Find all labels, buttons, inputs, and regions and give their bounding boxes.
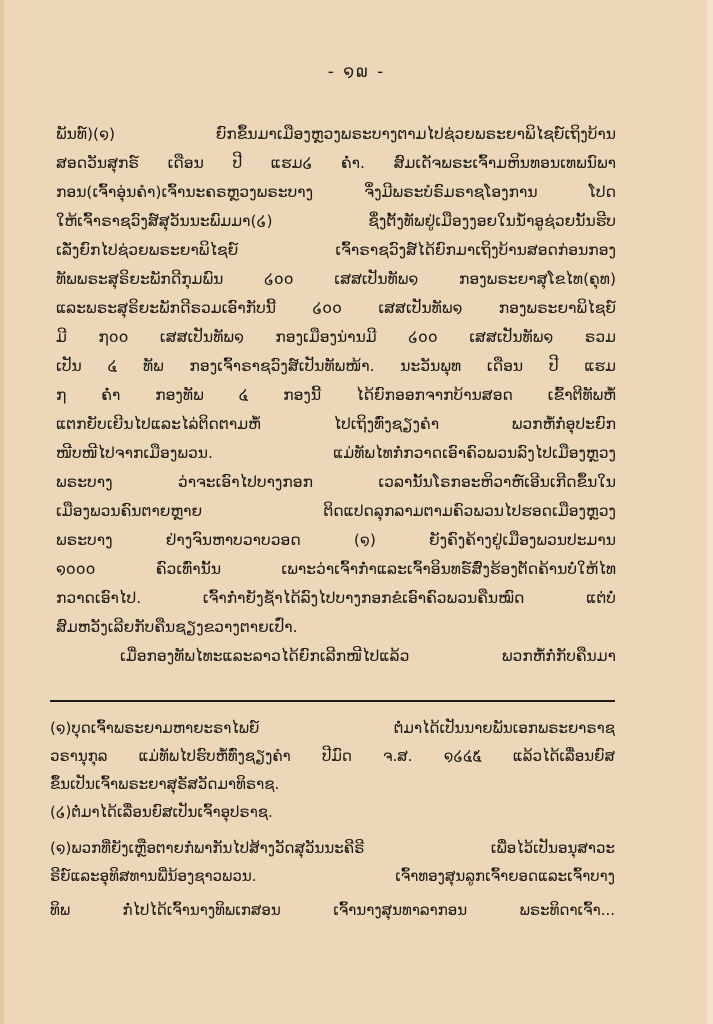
body-line: ສົມຫວັງເລີຍກັບຄືນຊຽງຂວາງຕາຍເປົ່າ. <box>56 618 298 636</box>
body-line: ພຣະບາງ ວ່າຈະເອົາໄປບາງກອກ ເວລານັ້ນໂຣກອະຫິວາຫ໌ເອີນເກີດຂຶ້ນໃນ <box>56 473 616 491</box>
footnote-line: (໑)ບຸດເຈົ້າພຣະຍາມຫາຍະຣາໄພຍ໌ ຕໍ່ມາໄດ້ເປັນນາຍພັນເອກພຣະຍາຣາຊ <box>50 719 615 737</box>
body-line: ເລັ່ງຍົກໄປຊ່ວຍພຣະຍາພິໄຊຍ໌ ເຈົ້າຣາຊວົງສ໌ໄດ້ຍົກມາເຖິງບ້ານສອດກ່ອນກອງ <box>56 241 616 259</box>
body-line: ມີ ໗໐໐ ເສສເປັນທັພ໑ ກອງເມືອງນ່ານມີ ໒໐໐ ເສສເປັນທັພ໑ ຣວມ <box>56 328 616 346</box>
body-line: ກອນ(ເຈົ້າອຸ່ນຄຳ)ເຈົ້ານະຄຣຫຼວງພຣະບາງ ຈຶ່ງມີພຣະບໍຣົມຣາຊໂອງການ ໂປດ <box>56 183 616 201</box>
body-line: ທັພພຣະສຸຣິຍະພັກດີກຸມພົນ ໒໐໐ ເສສເປັນທັພ໑ ກອງພຣະຍາສຸໂຂໄທ(ຄຸທ) <box>56 270 616 288</box>
body-line: ແຕກຍັບເຍີນໄປແລະໄລ່ຕິດຕາມຫໍ້ ໄປເຖິງທົ່ງຊຽງຄຳ ພວກຫໍ້ກໍ່ອຸປະຍົກ <box>56 415 616 433</box>
footnote-line: (໒)ຕໍ່ມາໄດ້ເລື່ອນຍົສເປັນເຈົ້າອຸປຣາຊ. <box>50 803 273 821</box>
body-line: ໑໐໐໐ ຄົວເທົ່ານັ້ນ ເພາະວ່າເຈົ້າກ່ຳແລະເຈົ້າອິນທຣ໌ສົ່ງຮ້ອງຕັດຄ້ານບໍ່ໃຫ້ໄທ <box>56 560 616 578</box>
body-line: ເປັນ ໔ ທັພ ກອງເຈົ້າຣາຊວົງສ໌ເປັນທັພໜ້າ. ນະວັນພຸທ ເດືອນ ປີ ແຮມ <box>56 357 616 375</box>
body-line: ໃຫ້ເຈົ້າຣາຊວົງສ໌ສຸວັນນະພົມມາ(໒) ຊຶ່ງຕັ້ງທັພຢູ່ເມືອງງອຍໃນນ້ຳອູຊ່ວຍນັ້ນຮີບ <box>56 212 616 230</box>
page-number: - ໑໙ - <box>327 62 386 82</box>
body-line: ໜີບໜີໄປຈາກເມືອງພວນ. ແມ່ທັພໄທກໍ່ກວາດເອົາຄົວພວນລົງໄປເມືອງຫຼວງ <box>56 444 616 462</box>
body-line: ແລະພຣະສຸຣິຍະພັກດີຣວມເອົາກັບນີ້ ໒໐໐ ເສສເປັນທັພ໑ ກອງພຣະຍາພິໄຊຍ໌ <box>56 299 616 317</box>
footnote-line: ຣີຍ໌ແລະອຸທິສທານພີ່ນ້ອງຊາວພວນ. ເຈົ້າທອງສຸນລູກເຈົ້າຍອດແລະເຈົ້າບາງ <box>50 867 615 885</box>
body-line: ພຣະບາງ ຢ່າງຈົນຫາບວາບວອດ (໑) ຍັງຄົງຄ້າງຢູ່ເມືອງພວນປະມານ <box>56 531 616 549</box>
footnote-line: ທິພ ກໍ່ໄປໄດ້ເຈົ້ານາງທິພເກສອນ ເຈົ້ານາງສຸນທາລາກອນ ພຣະທິດາເຈົ້າ... <box>50 901 615 919</box>
body-line: ໗ ຄ່ຳ ກອງທັພ ໔ ກອງນີ້ ໄດ້ຍົກອອກຈາກບ້ານສອດ ເຂົ້າຕີທັພຫໍ້ <box>56 386 616 404</box>
body-line: ເມືອງພວນຄົນຕາຍຫຼາຍ ຕິດແປດລຸກລາມຕາມຄົວພວນໄປຮອດເມືອງຫຼວງ <box>56 502 616 520</box>
footnote-line: (໑)ພວກທີ່ຍັງເຫຼືອຕາຍກໍ່ພາກັນໄປສ້າງວັດສຸວັນນະຄີຣີ ເພື່ອໄວ້ເປັນອນຸສາວະ <box>50 839 615 857</box>
body-line: ສອດວັນສຸກຣ໌ ເດືອນ ປີ ແຮມ໒ ຄ່ຳ. ສົມເດັຈພຣະເຈົ້າມຫິນທອນເທພນົພາ <box>56 154 616 172</box>
footnote-divider <box>50 700 615 702</box>
body-line: ກວາດເອົາໄປ. ເຈົ້າກ່ຳຍັງຊ້ຳໄດ້ລົງໄປບາງກອກຂໍເອົາຄົວພວນຄືນໝົດ ແຕ່ບໍ່ <box>56 589 616 607</box>
footnote-line: ວຣານຸກຸລ ແມ່ທັພໄປຮົບຫໍ້ທົ່ງຊຽງຄຳ ປີມົດ ຈ.ສ. ໑໒໔໕ ແລ້ວໄດ້ເລື່ອນຍົສ <box>50 747 615 765</box>
footnote-line: ຂຶ້ນເປັນເຈົ້າພຣະຍາສຸຣັສວັດມາທິຣາຊ. <box>50 775 280 793</box>
body-line: ພັນທ໌)(໑) ຍົກຂຶ້ນມາເມືອງຫຼວງພຣະບາງຕາມໄປຊ່ວຍພຣະຍາພິໄຊຍ໌ເຖິງບ້ານ <box>56 125 616 143</box>
body-line-paragraph-start: ເມື່ອກອງທັພໄທະແລະລາວໄດ້ຍົກເລີກໜີໄປແລ້ວ ພວກຫໍ້ກໍ່ກັບຄືນມາ <box>120 647 616 665</box>
